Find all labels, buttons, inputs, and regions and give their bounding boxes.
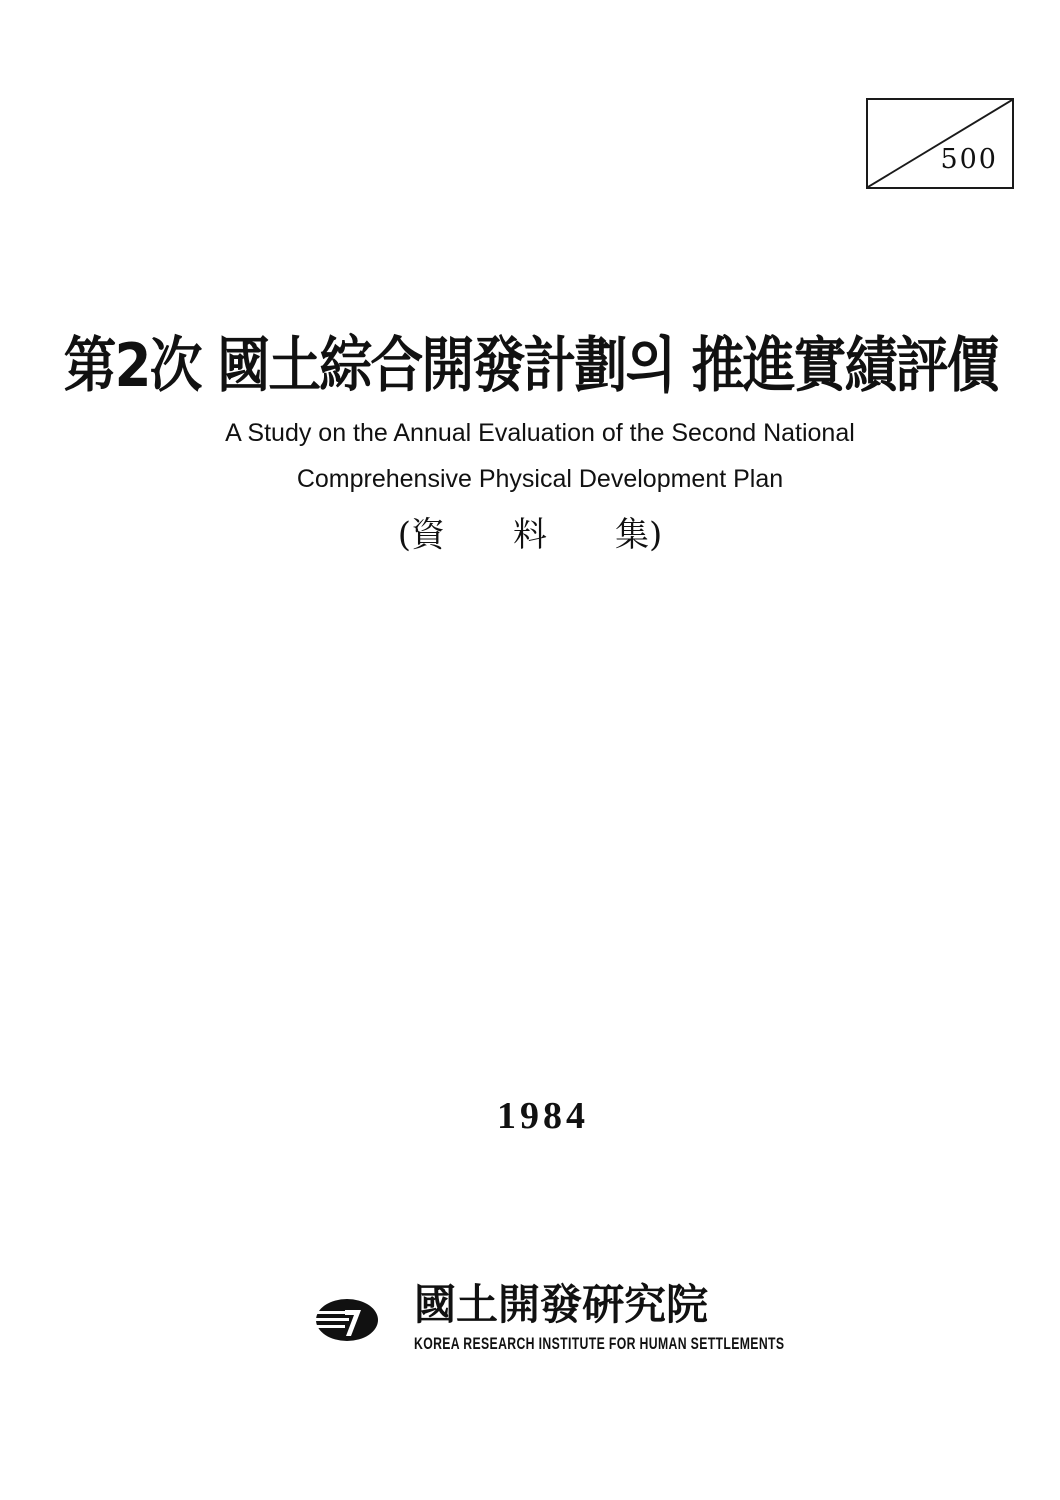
publisher-name-korean: 國土開發硏究院	[414, 1280, 709, 1329]
korean-title: 第2次 國土綜合開發計劃의 推進實績評價	[63, 331, 998, 401]
krihs-logo-icon	[315, 1298, 379, 1342]
publication-year: 1984	[497, 1095, 589, 1137]
publisher-name-english: KOREA RESEARCH INSTITUTE FOR HUMAN SETTLEMENTS	[414, 1334, 785, 1353]
report-number: 500	[940, 144, 998, 175]
english-title-line-1: A Study on the Annual Evaluation of the Second National	[225, 419, 855, 447]
subtitle-data-collection: (資 料 集)	[397, 515, 663, 555]
english-title-line-2: Comprehensive Physical Development Plan	[296, 465, 784, 493]
report-number-box	[866, 98, 1014, 189]
